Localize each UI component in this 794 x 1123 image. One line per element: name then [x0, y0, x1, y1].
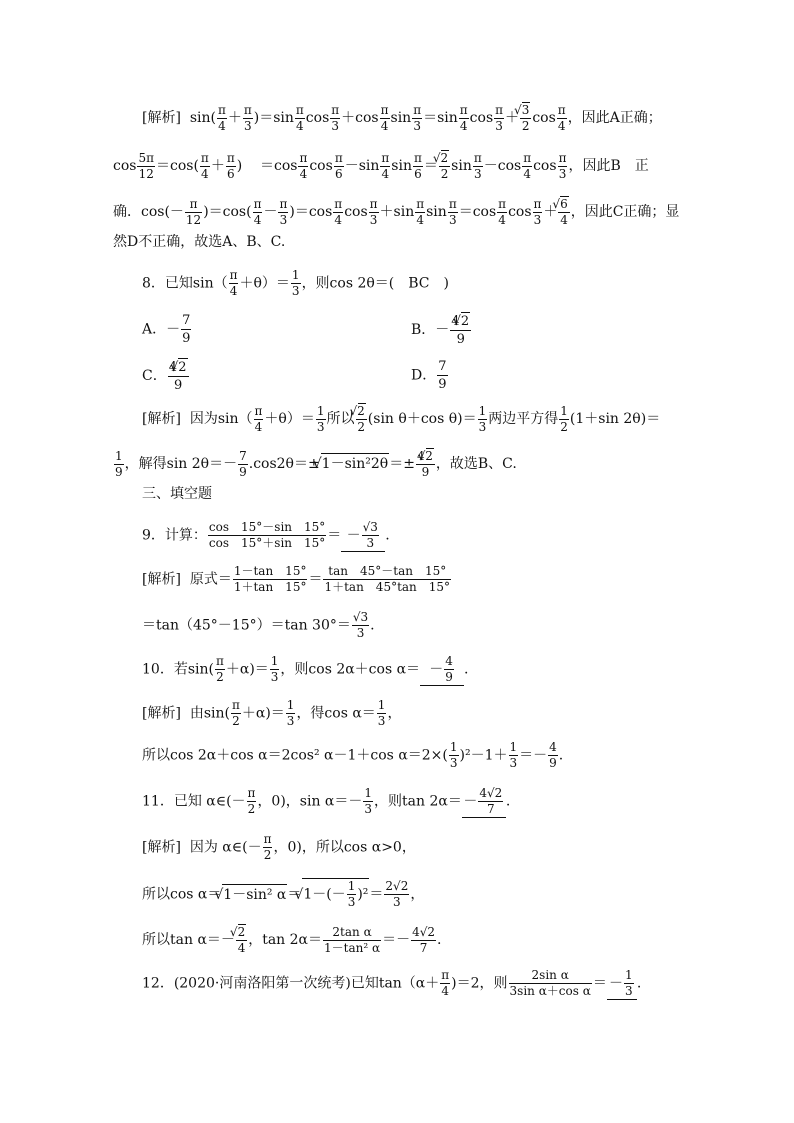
text: 所以tan α＝－	[142, 932, 235, 948]
fraction: √ $\frac{3}{2}$	[520, 102, 531, 134]
fraction: √ $\frac{2}{2}$	[356, 403, 367, 435]
fraction: $\frac{1}{3}$	[364, 786, 373, 816]
text: ＋θ）＝	[239, 275, 290, 292]
solution-9-line-2	[142, 610, 375, 641]
text: ，0)，所以cos α>0，	[273, 839, 416, 856]
text: ＝	[369, 886, 384, 903]
text: cos	[469, 110, 494, 126]
fraction: $\frac{\pi}{6}$	[334, 150, 343, 181]
text: 所以cos 2α＋cos α＝2cos² α－1＋cos α＝2×(	[142, 747, 448, 764]
fraction: $\frac{\pi}{3}$	[369, 196, 378, 227]
text: .	[636, 975, 642, 992]
fraction: $\frac{\text{2sin α}}{\text{3sin α＋cos α}}$	[509, 968, 591, 998]
option-d	[411, 358, 449, 393]
text: ＝－	[519, 747, 548, 764]
text: ＝±	[389, 456, 415, 472]
fraction: $\frac{1}{9}$	[115, 448, 123, 479]
text: )²－1＋	[459, 747, 508, 764]
fraction: $\frac{1-\tan 15^\circ}{1+\tan 15^\circ}$	[233, 564, 307, 594]
question-9	[142, 520, 390, 552]
analysis-tag: [解析]	[142, 839, 181, 856]
fraction: $\frac{\pi}{2}$	[231, 698, 240, 728]
solution-11-line-1	[142, 832, 416, 863]
text: ＋	[505, 110, 520, 126]
analysis-tag: [解析]	[142, 705, 181, 722]
fraction: $\frac{1}{3}$	[478, 403, 487, 434]
text: 由sin(	[189, 705, 230, 722]
fraction: $\frac{\pi}{2}$	[263, 832, 272, 862]
fraction: $\frac{\pi}{3}$	[243, 102, 252, 133]
analysis-tag: [解析]	[142, 571, 181, 588]
text: ，则tan 2α＝	[374, 793, 462, 810]
fraction: $\frac{\pi}{4}$	[416, 196, 425, 227]
fraction: $\frac{\pi}{4}$	[253, 196, 262, 227]
fraction: $\frac{4}{9}$	[549, 740, 557, 770]
fraction: $\frac{\pi}{4}$	[254, 403, 263, 434]
text: ＋	[543, 204, 558, 220]
fraction: $\frac{1}{3}$	[449, 740, 458, 770]
fraction: $\frac{\pi}{3}$	[448, 196, 457, 227]
fraction: $\frac{\pi}{3}$	[279, 196, 288, 227]
text: －sin	[344, 158, 380, 174]
fraction: $\frac{7}{9}$	[438, 359, 447, 392]
fraction: $\frac{\pi}{3}$	[473, 150, 482, 181]
answer-blank: － $\frac{√3}{3}$	[341, 520, 385, 552]
sqrt: √ 1－sin² α	[222, 884, 287, 905]
fraction: $\frac{4√2}{7}$	[479, 786, 503, 816]
text: 8．已知sin（	[142, 275, 228, 292]
text: sin(	[189, 110, 216, 126]
text: sin	[391, 158, 412, 174]
solution-11-line-3	[142, 924, 441, 956]
fraction: $\frac{\cos 15^\circ-\sin 15^\circ}{\cos 15^\circ+\sin 15^\circ}$	[208, 520, 326, 550]
text: cos	[113, 158, 137, 174]
fraction: $\frac{\pi}{4}$	[334, 196, 343, 227]
text: ＝tan（45°－15°）＝tan 30°＝	[142, 617, 351, 634]
text: 12．(2020·河南洛阳第一次统考)已知tan（α＋	[142, 975, 440, 992]
text: .	[505, 793, 511, 810]
fraction: $\frac{2√2}{3}$	[385, 879, 409, 909]
fraction: $\frac{4}{9}$	[445, 654, 453, 684]
fraction: $\frac{\pi}{6}$	[226, 150, 235, 181]
text: 原式＝	[189, 571, 232, 588]
text: (sin θ＋cos θ)＝	[367, 411, 477, 427]
text: ＝	[423, 158, 438, 174]
text: .	[385, 527, 390, 544]
option-label: B．－	[411, 322, 450, 338]
solution-10-line-1	[142, 698, 401, 729]
text: cos	[305, 110, 330, 126]
fraction: $\frac{\pi}{2}$	[247, 786, 256, 816]
text: ＝	[592, 975, 607, 992]
fraction: $\frac{\pi}{12}$	[185, 196, 202, 227]
solution-7-line-4: 然D不正确，故选A、B、C.	[113, 234, 286, 250]
text: ＋cos	[341, 110, 379, 126]
text: .	[464, 661, 469, 678]
fraction: $\frac{5\pi}{12}$	[138, 150, 154, 181]
text: cos	[532, 110, 556, 126]
solution-11-line-2	[142, 878, 424, 910]
solution-7-line-1	[142, 102, 662, 134]
fraction: $\frac{1}{3}$	[509, 740, 518, 770]
text: 10．若sin(	[142, 661, 214, 678]
text: (1＋sin 2θ)＝	[569, 411, 661, 427]
fraction: $\frac{\pi}{4}$	[200, 150, 209, 181]
fraction: √ $\frac{2}{2}$	[439, 150, 450, 182]
text: 因为sin（	[189, 411, 253, 427]
fraction: $\frac{\pi}{4}$	[299, 150, 308, 181]
text: 两边平方得	[488, 411, 559, 427]
answer-blank: － $\frac{1}{3}$	[607, 968, 637, 1000]
text: ，	[387, 705, 402, 722]
analysis-tag: [解析]	[142, 110, 181, 126]
section-heading: 三、填空题	[142, 486, 212, 502]
fraction: $\frac{\pi}{4}$	[295, 102, 304, 133]
fraction: $\frac{\pi}{3}$	[558, 150, 567, 181]
text: .	[370, 617, 375, 634]
solution-8-line-2	[113, 448, 517, 480]
option-label: C．	[142, 368, 167, 384]
fraction: $\frac{\pi}{3}$	[533, 196, 542, 227]
text: cos	[309, 158, 333, 174]
fraction: $\frac{4√2}{7}$	[412, 924, 436, 955]
fraction: $\frac{4√ 2}{9}$	[416, 448, 435, 480]
text: ＋	[227, 110, 242, 126]
option-label: D．	[411, 367, 437, 384]
text: ＝cos	[259, 158, 298, 174]
fraction: $\frac{\pi}{3}$	[495, 102, 504, 133]
option-a	[142, 312, 192, 347]
text: .	[437, 932, 442, 948]
text: ，故选B、C.	[435, 456, 517, 472]
sqrt: √ 1－(－ $\frac{1}{3}$ )²	[302, 878, 369, 910]
text: ，0)，sin α＝－	[257, 793, 363, 810]
text: ＝－	[382, 932, 411, 948]
text: cos	[533, 158, 557, 174]
text: －cos	[483, 158, 522, 174]
text: ，因此A正确；	[567, 110, 662, 126]
text: )＝cos(	[203, 204, 252, 220]
fraction: $\frac{1}{3}$	[347, 879, 356, 909]
text: )	[236, 158, 243, 174]
text: .cos2θ＝±	[248, 456, 320, 472]
text: ＝cos(	[156, 158, 199, 174]
question-11	[142, 786, 510, 818]
text: cos	[508, 204, 532, 220]
text: .	[558, 747, 564, 764]
solution-7-line-2	[113, 150, 649, 182]
fraction: $\frac{\pi}{3}$	[413, 102, 422, 133]
fraction: $\frac{\pi}{3}$	[331, 102, 340, 133]
fraction: $\frac{\tan 45^\circ-\tan 15^\circ}{1+\tan 45^\circ\tan 15^\circ}$	[324, 564, 451, 594]
text: ，得cos α＝	[296, 705, 376, 722]
text: ，解得sin 2θ＝－	[124, 456, 238, 472]
fraction: $\frac{\pi}{2}$	[215, 654, 224, 684]
text: 所以	[326, 411, 355, 427]
text: ＋α)＝	[241, 705, 285, 722]
text: 所以cos α＝	[142, 886, 222, 903]
fraction: $\frac{\pi}{4}$	[380, 102, 389, 133]
fraction: $\frac{7}{9}$	[239, 448, 247, 479]
answer-blank: － $\frac{4}{9}$	[420, 654, 464, 686]
fraction: $\frac{\pi}{4}$	[381, 150, 390, 181]
text: ＋	[210, 158, 225, 174]
fraction: $\frac{\pi}{4}$	[498, 196, 507, 227]
analysis-tag: [解析]	[142, 411, 181, 427]
text: ，则cos 2α＋cos α＝	[280, 661, 421, 678]
text: ＝	[287, 886, 302, 903]
text: ，tan 2α＝	[248, 932, 323, 948]
fraction: $\frac{\pi}{4}$	[557, 102, 566, 133]
text: ，因此C正确；显	[570, 204, 680, 220]
question-8	[142, 268, 449, 299]
text: ＝	[327, 527, 342, 544]
text: )＝cos	[289, 204, 333, 220]
text: cos	[344, 204, 368, 220]
text: )＝sin	[253, 110, 294, 126]
text: sin	[390, 110, 412, 126]
text: ，则cos 2θ＝( BC )	[301, 275, 449, 292]
fraction: $\frac{√3}{3}$	[352, 610, 369, 640]
text: 11．已知 α∈(－	[142, 793, 246, 810]
fraction: $\frac{\pi}{4}$	[229, 268, 238, 298]
option-b	[411, 312, 472, 348]
fraction: $\frac{1}{3}$	[286, 698, 295, 728]
fraction: $\frac{1}{3}$	[291, 268, 300, 298]
solution-9-line-1	[142, 564, 452, 595]
text: ＝	[308, 571, 323, 588]
fraction: $\frac{1}{3}$	[270, 654, 279, 684]
text: ＋sin	[379, 204, 415, 220]
fraction: $\frac{1}{3}$	[316, 403, 325, 434]
fraction: $\frac{1}{3}$	[625, 968, 633, 998]
fraction: $\frac{\pi}{4}$	[441, 968, 450, 998]
fraction: $\frac{1}{3}$	[377, 698, 386, 728]
text: ＝sin	[423, 110, 458, 126]
fraction: √ $\frac{2}{4}$	[236, 924, 247, 956]
text: )＝2，则	[451, 975, 508, 992]
text: ＋θ）＝	[264, 411, 315, 427]
fraction: √ $\frac{6}{4}$	[558, 196, 569, 228]
solution-10-line-2	[142, 740, 563, 771]
text: 因为 α∈(－	[189, 839, 262, 856]
text: 9．计算：	[142, 527, 207, 544]
fraction: $\frac{1}{2}$	[560, 403, 568, 434]
solution-8-line-1	[142, 403, 660, 435]
text: sin	[451, 158, 472, 174]
text: 确．cos(－	[113, 204, 184, 220]
question-10	[142, 654, 469, 686]
option-c	[142, 358, 190, 394]
fraction: $\frac{\pi}{4}$	[523, 150, 532, 181]
fraction: $\frac{4√ 2}{9}$	[450, 312, 471, 348]
fraction: $\frac{\pi}{6}$	[413, 150, 422, 181]
fraction: $\frac{\pi}{4}$	[217, 102, 226, 133]
text: ，	[410, 886, 425, 903]
text: －	[263, 204, 278, 220]
fraction: $\frac{√3}{3}$	[362, 520, 378, 550]
text: ＋α)＝	[225, 661, 269, 678]
fraction: $\frac{\pi}{4}$	[459, 102, 468, 133]
sqrt: √ 1－sin²2θ	[321, 453, 389, 474]
fraction: $\frac{7}{9}$	[182, 313, 191, 346]
solution-7-line-3	[113, 196, 679, 228]
option-label: A．－	[142, 321, 181, 338]
question-12	[142, 968, 641, 1000]
text: sin	[426, 204, 447, 220]
answer-blank: － $\frac{4√2}{7}$	[462, 786, 506, 818]
fraction: $\frac{4√ 2}{9}$	[168, 358, 189, 394]
text: ，因此B 正	[568, 158, 649, 174]
fraction: $\frac{\text{2tan α}}{\text{1－tan² α}}$	[324, 924, 381, 955]
text: ＝cos	[458, 204, 497, 220]
